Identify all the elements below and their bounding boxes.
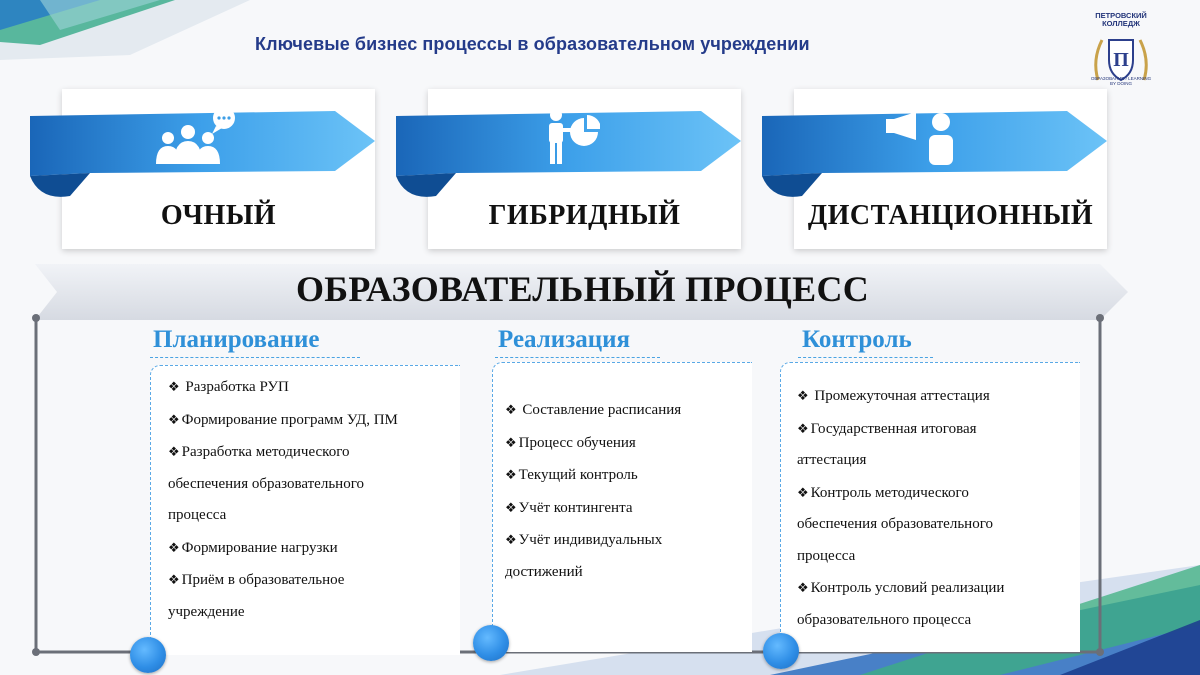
list-item-text: Формирование программ УД, ПМ (181, 411, 398, 428)
logo-name-line2: КОЛЛЕДЖ (1102, 19, 1140, 28)
control-list (797, 380, 1004, 636)
logo-motto: ОБРАЗОВАНИЕ / LEARNING BY DOING (1090, 76, 1152, 86)
mode-label-gibridny: ГИБРИДНЫЙ (488, 200, 681, 231)
heading-underline-implementation (495, 357, 660, 358)
process-title: ОБРАЗОВАТЕЛЬНЫЙ ПРОЦЕСС (295, 269, 870, 309)
list-item (168, 597, 398, 629)
list-item-text: обеспечения образовательного (168, 475, 364, 492)
list-item: ❖ Контроль условий реализации (797, 580, 1005, 596)
list-item-text: Составление расписания (518, 402, 682, 418)
list-item (797, 541, 1004, 573)
timeline-node-implementation (473, 625, 509, 661)
list-item (168, 469, 398, 501)
list-item: ❖ Составление расписания (505, 402, 682, 418)
list-item-text: Контроль условий реализации (810, 580, 1005, 596)
list-item: ❖ Процесс обучения (505, 434, 636, 451)
list-item-text: обеспечения образовательного (797, 516, 993, 532)
mode-label-ochny: ОЧНЫЙ (160, 200, 277, 231)
timeline-node-control (763, 633, 799, 669)
list-item-text: достижений (505, 563, 583, 580)
list-item: ❖ Промежуточная аттестация (797, 388, 990, 404)
college-logo (1084, 12, 1158, 94)
heading-underline-planning (150, 357, 360, 358)
corner-decoration-top-left (0, 0, 260, 90)
logo-name-line1: ПЕТРОВСКИЙ (1095, 11, 1147, 20)
list-item (797, 445, 1004, 477)
heading-underline-control (798, 357, 933, 358)
implementation-list (505, 394, 681, 588)
list-item-text: Учёт индивидуальных (518, 532, 663, 548)
group-discussion-icon (152, 104, 244, 166)
list-item-text: Приём в образовательное (181, 572, 345, 588)
planning-list (168, 371, 398, 628)
list-item-text: Формирование нагрузки (181, 539, 338, 556)
list-item-text: Разработка РУП (181, 379, 289, 395)
column-heading-control: Контроль (802, 326, 912, 353)
mode-label-distantsionny: ДИСТАНЦИОННЫЙ (807, 200, 1094, 231)
list-item-text: процесса (797, 547, 856, 564)
list-item: ❖ Контроль методического (797, 484, 969, 501)
list-item-text: процесса (168, 507, 227, 523)
column-heading-implementation: Реализация (498, 326, 631, 353)
list-item-text: аттестация (797, 452, 867, 468)
list-item: ❖ Приём в образовательное (168, 572, 345, 588)
list-item-text: учреждение (168, 603, 245, 620)
list-item-text: Государственная итоговая (810, 420, 977, 437)
page-title: Ключевые бизнес процессы в образовательном учреждении (255, 34, 810, 54)
list-item: ❖ Учёт индивидуальных (505, 532, 663, 548)
column-heading-planning: Планирование (153, 326, 320, 353)
list-item: ❖ Разработка методического (168, 444, 350, 460)
timeline-node-planning (130, 637, 166, 673)
list-item: ❖ Формирование нагрузки (168, 539, 338, 556)
list-item (797, 509, 1004, 541)
list-item: ❖ Государственная итоговая (797, 420, 977, 437)
list-item-text: Промежуточная аттестация (810, 388, 990, 404)
list-item-text: Текущий контроль (518, 467, 638, 483)
svg-text:П: П (1113, 49, 1129, 71)
list-item-text: образовательного процесса (797, 611, 972, 628)
logo-seal (1088, 30, 1154, 90)
list-item: ❖ Разработка РУП (168, 379, 289, 395)
list-item: ❖ Формирование программ УД, ПМ (168, 411, 398, 428)
list-item-text: Учёт контингента (518, 499, 633, 516)
list-item (797, 605, 1004, 637)
list-item (168, 500, 398, 532)
list-item-text: Разработка методического (181, 444, 350, 460)
presenter-pie-chart-icon (544, 106, 600, 166)
list-item: ❖ Учёт контингента (505, 499, 633, 516)
list-item (505, 557, 681, 589)
megaphone-person-icon (884, 110, 958, 168)
list-item-text: Процесс обучения (518, 434, 636, 451)
list-item: ❖ Текущий контроль (505, 467, 638, 483)
list-item-text: Контроль методического (810, 484, 969, 501)
